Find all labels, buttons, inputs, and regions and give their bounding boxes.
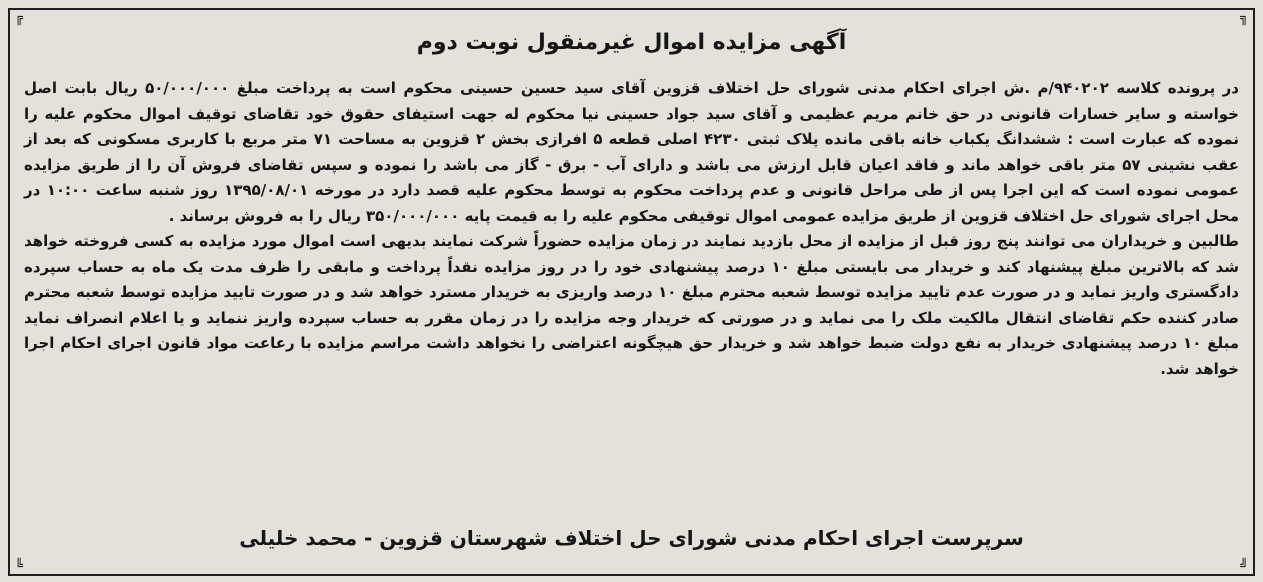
notice-body [24, 24, 1239, 564]
corner-ornament-bottom-left: ╚ [12, 560, 26, 574]
notice-border [8, 8, 1255, 576]
notice-title: آگهی مزایده اموال غیرمنقول نوبت دوم [416, 30, 847, 55]
corner-ornament-top-right: ╗ [1237, 12, 1251, 26]
corner-ornament-top-left: ╔ [12, 12, 26, 26]
notice-signature: سرپرست اجرای احکام مدنی شورای حل اختلاف شهرستان قزوین - محمد خلیلی [239, 526, 1024, 550]
notice-paragraph-terms: طالبین و خریداران می توانند پنج روز قبل از مزایده از محل بازدید نمایند در زمان مزایده حضوراً شرکت نمایند بدیهی است اموال مورد مزایده به کسی فروخته خواهد شد که بالاترین مبلغ پیشنهاد کند و خریدار می بایستی مبلغ ۱۰ درصد پیشنهادی خود را در روز مزایده نقداً پرداخت و مابقی را ظرف مدت یک ماه به حساب سپرده دادگستری واریز نماید و در صورت عدم تایید مزایده توسط شعبه محترم مبلغ ۱۰ درصد واریزی به خریدار مسترد خواهد شد و در صورت تایید مزایده توسط شعبه محترم صادر کننده حکم تقاضای انتقال مالکیت ملک را می نماید و در صورتی که خریدار وجه مزایده را در زمان مقرر به حساب سپرده واریز ننماید و یا اعلام انصراف نماید مبلغ ۱۰ درصد پیشنهادی خریدار به نفع دولت ضبط خواهد شد و خریدار حق هیچگونه اعتراضی را نخواهد داشت مراسم مزایده با رعاعت مواد قانون اجرای احکام اجرا خواهد شد. [24, 232, 1240, 378]
notice-paragraph-case: در پرونده کلاسه ۹۴۰۲۰۲/م .ش اجرای احکام مدنی شورای حل اختلاف قزوین آقای سید حسین حسینی محکوم است به پرداخت مبلغ ۵۰/۰۰۰/۰۰۰ ریال بابت اصل خواسته و سایر خسارات قانونی در حق خانم مریم عظیمی و آقای سید جواد حسینی نیا محکوم له جهت استیفای حقوق خود تقاضای توقیف اموال محکوم علیه را نموده که عبارت است : ششدانگ یکباب خانه باقی مانده پلاک ثبتی ۴۲۳۰ اصلی قطعه ۵ افرازی بخش ۲ قزوین به مساحت ۷۱ متر مربع با کاربری مسکونی که بعد از عقب نشینی ۵۷ متر باقی خواهد ماند و فاقد اعیان قابل ارزش می باشد و دارای آب - برق - گاز می باشد را نموده و سپس تقاضای فروش آن را از طریق مزایده عمومی نموده است که این اجرا پس از طی مراحل قانونی و عدم پرداخت محکوم به توسط محکوم علیه قصد دارد در مورخه ۱۳۹۵/۰۸/۰۱ روز شنبه ساعت ۱۰:۰۰ در محل اجرای شورای حل اختلاف قزوین از طریق مزایده عمومی اموال توقیفی محکوم علیه را به قیمت پایه ۳۵۰/۰۰۰/۰۰۰ ریال را به فروش برساند . [24, 79, 1239, 225]
corner-ornament-bottom-right: ╝ [1237, 560, 1251, 574]
